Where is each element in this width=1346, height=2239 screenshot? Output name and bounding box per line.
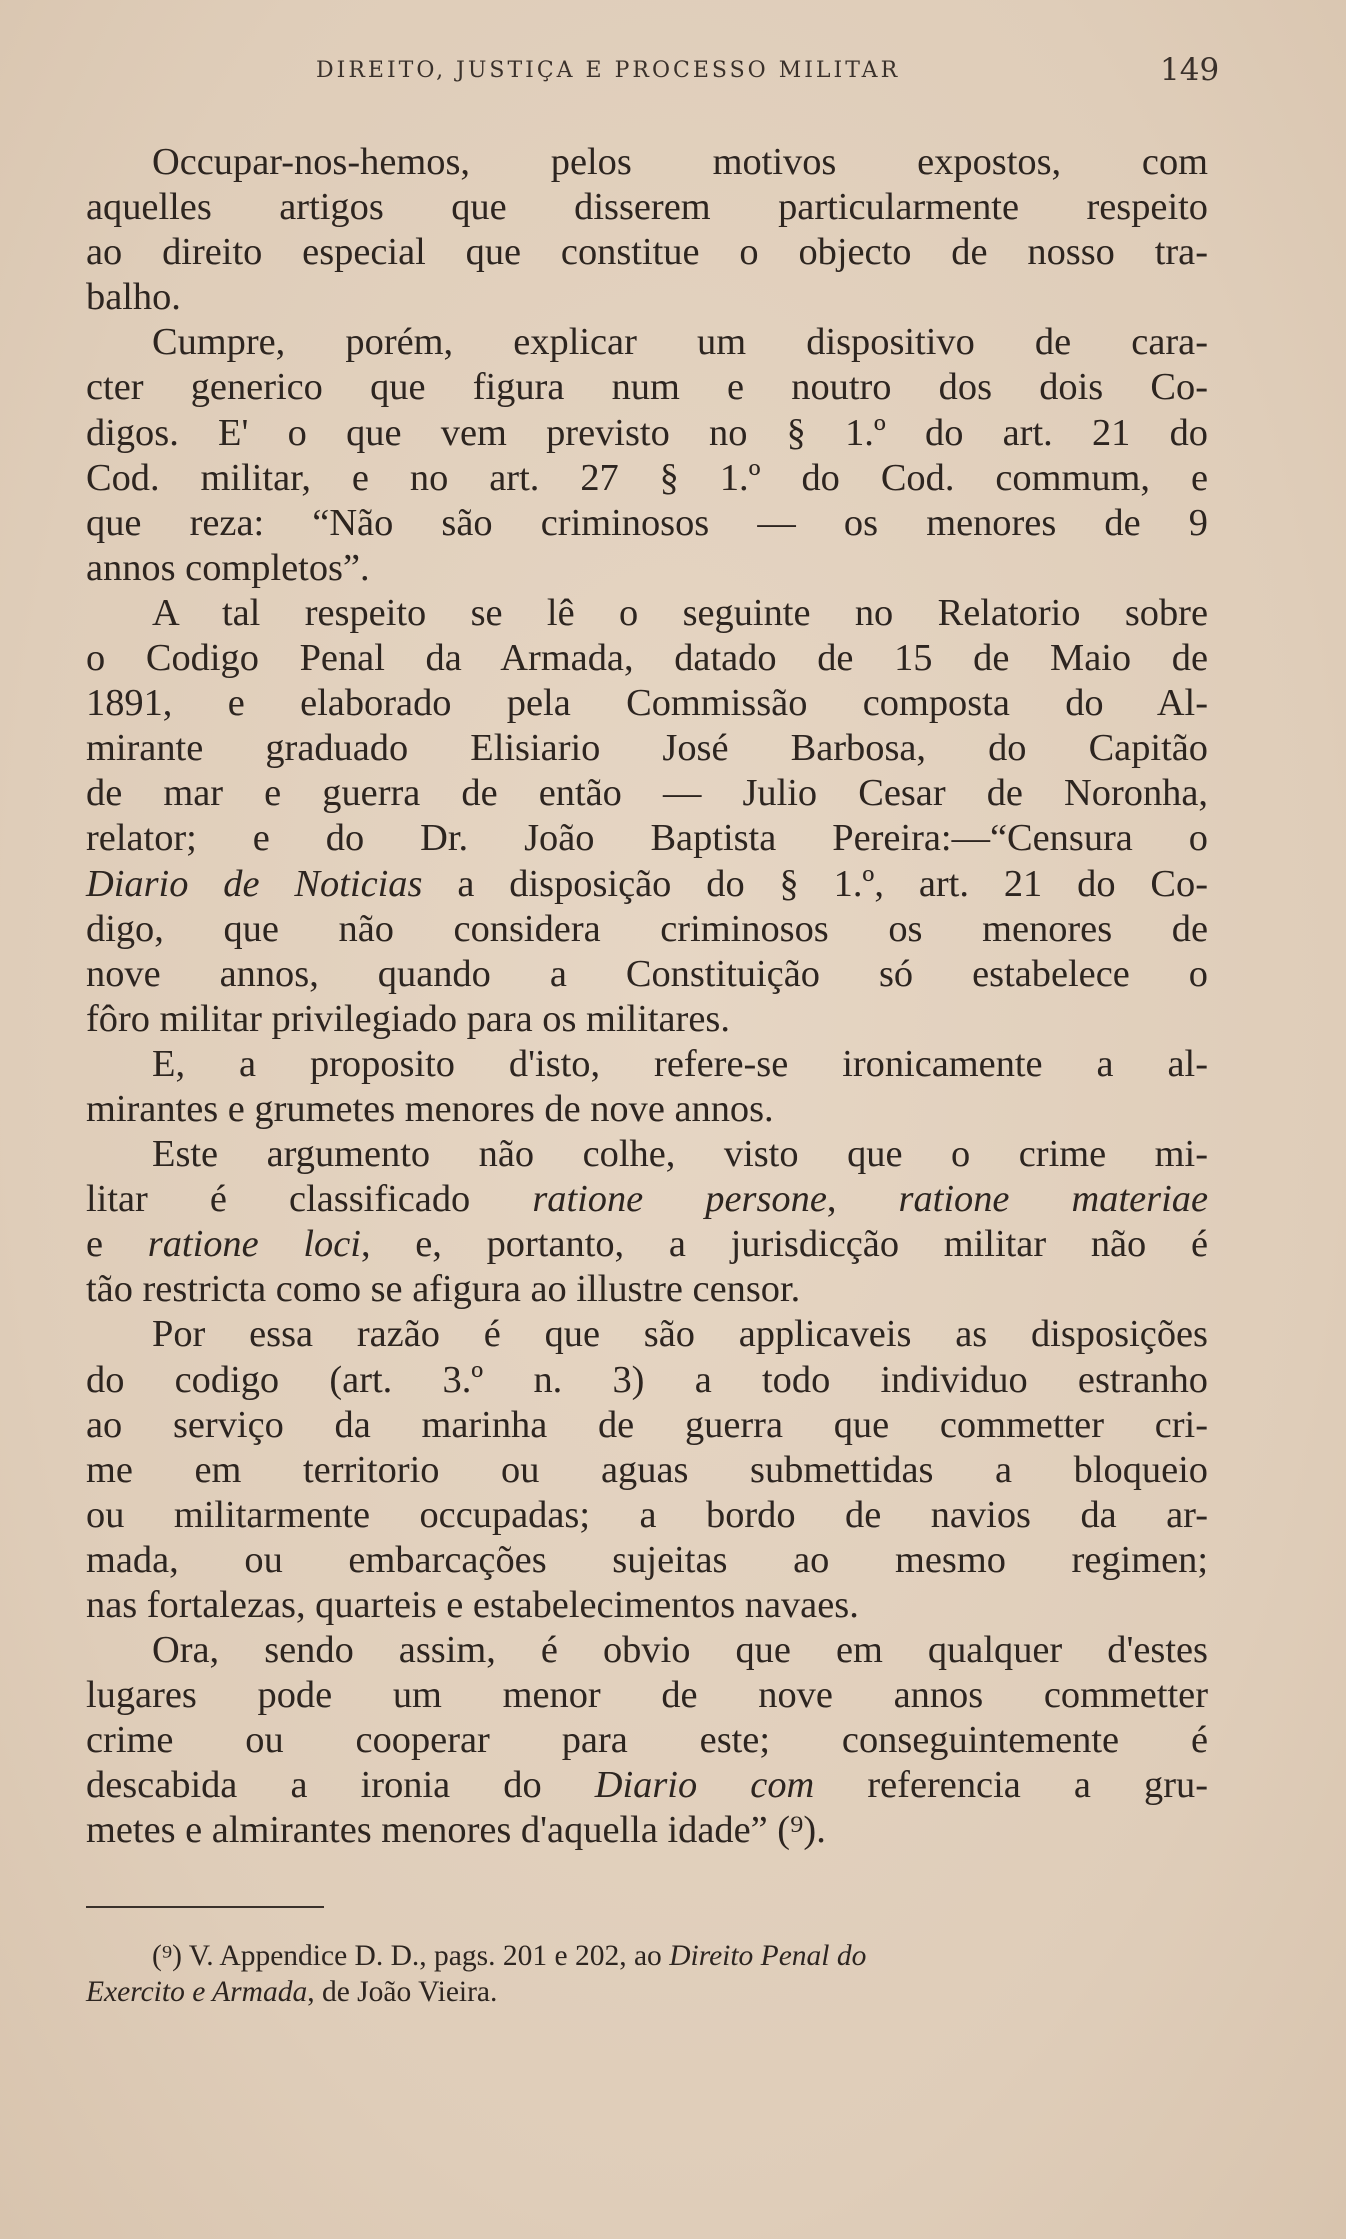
footnote-line [86,1938,1208,1974]
text-line: Por essa razão é que são applicaveis as disposições [152,1313,1208,1356]
text-line [86,1177,1208,1222]
running-title: DIREITO, JUSTIÇA E PROCESSO MILITAR [316,58,901,83]
text-fragment: litar é classificado [86,1178,533,1221]
text-fragment: , e, portanto, a jurisdicção militar não é [360,1223,1208,1266]
page-number: 149 [1160,52,1220,88]
text-line [86,1763,1208,1808]
text-line [86,1222,1208,1267]
text-line: annos completos”. [86,546,370,589]
latin-term: ratione persone [532,1178,827,1221]
text-line: crime ou cooperar para este; conseguintemente é [86,1719,1208,1762]
text-line: Cod. militar, e no art. 27 § 1.º do Cod. commum, e [86,456,1208,499]
text-line: balho. [86,276,181,319]
text-line: fôro militar privilegiado para os militares. [86,997,730,1040]
footnote-line [86,1974,1208,2010]
text-line: cter generico que figura num e noutro dos dois Co- [86,366,1208,409]
text-line: o Codigo Penal da Armada, datado de 15 de Maio de [86,637,1208,680]
latin-term: ratione materiae [898,1178,1208,1221]
footnote-separator [86,1906,324,1908]
text-line: ao serviço da marinha de guerra que commetter cri- [86,1403,1208,1446]
text-line: mirantes e grumetes menores de nove annos. [86,1087,774,1130]
latin-term: ratione loci [147,1223,361,1266]
newspaper-title: Diario com [594,1764,815,1807]
text-line: Cumpre, porém, explicar um dispositivo de cara- [152,321,1208,364]
book-title: Direito Penal do [669,1940,867,1972]
text-line: mada, ou embarcações sujeitas ao mesmo regimen; [86,1538,1208,1581]
text-line: ou militarmente occupadas; a bordo de navios da ar- [86,1493,1208,1536]
text-line: metes e almirantes menores d'aquella idade” (⁹). [86,1809,826,1852]
text-line: nove annos, quando a Constituição só estabelece o [86,952,1208,995]
text-line: E, a proposito d'isto, refere-se ironicamente a al- [152,1042,1208,1085]
text-line: 1891, e elaborado pela Commissão composta do Al- [86,682,1208,725]
text-fragment: e [86,1223,148,1266]
text-line: digo, que não considera criminosos os menores de [86,907,1208,950]
text-fragment: , de João Vieira. [307,1976,498,2008]
text-line: Occupar-nos-hemos, pelos motivos expostos, com [152,141,1208,183]
text-line: Ora, sendo assim, é obvio que em qualquer d'estes [152,1629,1208,1672]
text-line: relator; e do Dr. João Baptista Pereira:—“Censura o [86,817,1208,860]
running-head [0,52,1346,92]
text-line: digos. E' o que vem previsto no § 1.º do art. 21 do [86,411,1208,454]
text-line: aquelles artigos que disserem particularmente respeito [86,186,1208,229]
footnote-marker: (⁹) [152,1940,182,1972]
text-line: nas fortalezas, quarteis e estabelecimentos navaes. [86,1584,859,1626]
text-line: me em territorio ou aguas submettidas a bloqueio [86,1448,1208,1491]
footnote [86,1938,1208,2010]
body-text [86,140,1208,1854]
text-fragment: descabida a ironia do [86,1764,595,1807]
text-line: A tal respeito se lê o seguinte no Relatorio sobre [152,591,1208,634]
text-line: do codigo (art. 3.º n. 3) a todo individuo estranho [86,1358,1208,1401]
text-fragment: , [826,1178,899,1221]
newspaper-title: Diario de Noticias [86,862,423,905]
book-title: Exercito e Armada [86,1976,308,2008]
text-line: mirante graduado Elisiario José Barbosa, do Capitão [86,727,1208,770]
text-line [86,862,1208,907]
text-fragment: a disposição do § 1.º, art. 21 do Co- [422,862,1209,905]
text-line: tão restricta como se afigura ao illustre censor. [86,1268,801,1311]
text-line: que reza: “Não são criminosos — os menores de 9 [86,501,1208,544]
text-line: Este argumento não colhe, visto que o crime mi- [152,1133,1208,1176]
text-line: de mar e guerra de então — Julio Cesar de Noronha, [86,772,1208,815]
text-fragment: referencia a gru- [814,1764,1208,1807]
text-fragment: V. Appendice D. D., pags. 201 e 202, ao [181,1940,670,1972]
text-line: ao direito especial que constitue o objecto de nosso tra- [86,231,1208,274]
text-line: lugares pode um menor de nove annos commetter [86,1674,1208,1717]
